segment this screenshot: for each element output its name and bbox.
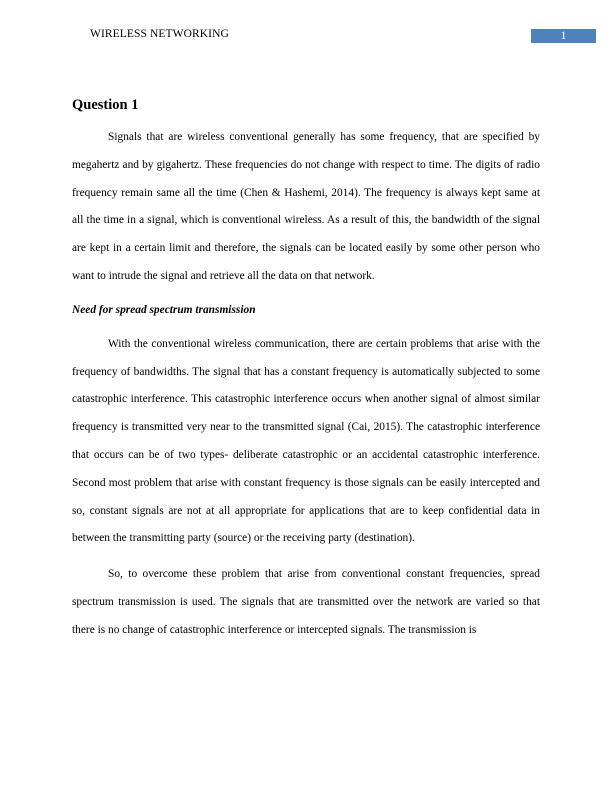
section-subheading: Need for spread spectrum transmission [72,303,256,316]
question-heading: Question 1 [72,97,139,113]
page-number: 1 [531,29,596,43]
paragraph-1: Signals that are wireless conventional generally has some frequency, that are specified by megahertz and by gigahertz. These frequencies do not change with respect to time. The digits of radio frequency remain same all the time (Chen & Hashemi, 2014). The frequency is always kept same at all the time in a signal, which is conventional wireless. As a result of this, the bandwidth of the signal are kept in a certain limit and therefore, the signals can be located easily by some other person who want to intrude the signal and retrieve all the data on that network. [72,131,540,282]
paragraph-2: With the conventional wireless communication, there are certain problems that arise with the frequency of bandwidths. The signal that has a constant frequency is automatically subjected to some catastrophic interference. This catastrophic interference occurs when another signal of almost similar frequency is transmitted very near to the transmitted signal (Cai, 2015). The catastrophic interference that occurs can be of two types- deliberate catastrophic or an accidental catastrophic interference. Second most problem that arise with constant frequency is those signals can be easily intercepted and so, constant signals are not at all appropriate for applications that are to keep confidential data in between the transmitting party (source) or the receiving party (destination). [72,337,540,545]
running-head: WIRELESS NETWORKING [90,28,229,40]
document-body [72,94,540,645]
paragraph-3: So, to overcome these problem that arise from conventional constant frequencies, spread spectrum transmission is used. The signals that are transmitted over the network are varied so that there is no change of catastrophic interference or intercepted signals. The transmission is [72,568,540,636]
